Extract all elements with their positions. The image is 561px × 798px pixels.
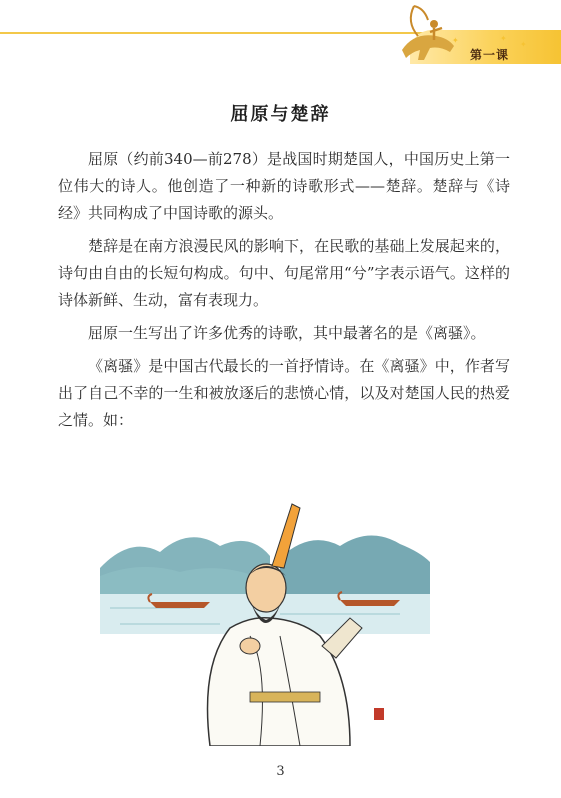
paragraph: 楚辞是在南方浪漫民风的影响下，在民歌的基础上发展起来的，诗句由自由的长短句构成。句中、句尾常用“兮”字表示语气。这样的诗体新鲜、生动，富有表现力。 (58, 237, 510, 309)
qu-yuan-illustration (100, 496, 430, 746)
article-body (58, 146, 510, 440)
paragraph: 屈原一生写出了许多优秀的诗歌，其中最著名的是《离骚》。 (88, 324, 486, 342)
paragraph: 屈原（约前340—前278）是战国时期楚国人，中国历史上第一位伟大的诗人。他创造了一种新的诗歌形式——楚辞。楚辞与《诗经》共同构成了中国诗歌的源头。 (58, 150, 510, 222)
star-icon: ✦ (452, 36, 459, 45)
lesson-label: 第一课 (470, 48, 510, 62)
archer-rider-icon (384, 2, 474, 64)
star-icon: ✦ (520, 40, 527, 49)
page-number: 3 (276, 764, 285, 779)
star-icon: ✦ (500, 34, 507, 43)
page-title: 屈原与楚辞 (230, 104, 331, 125)
paragraph: 《离骚》是中国古代最长的一首抒情诗。在《离骚》中，作者写出了自己不幸的一生和被放逐后的悲愤心情，以及对楚国人民的热爱之情。如： (58, 357, 510, 429)
